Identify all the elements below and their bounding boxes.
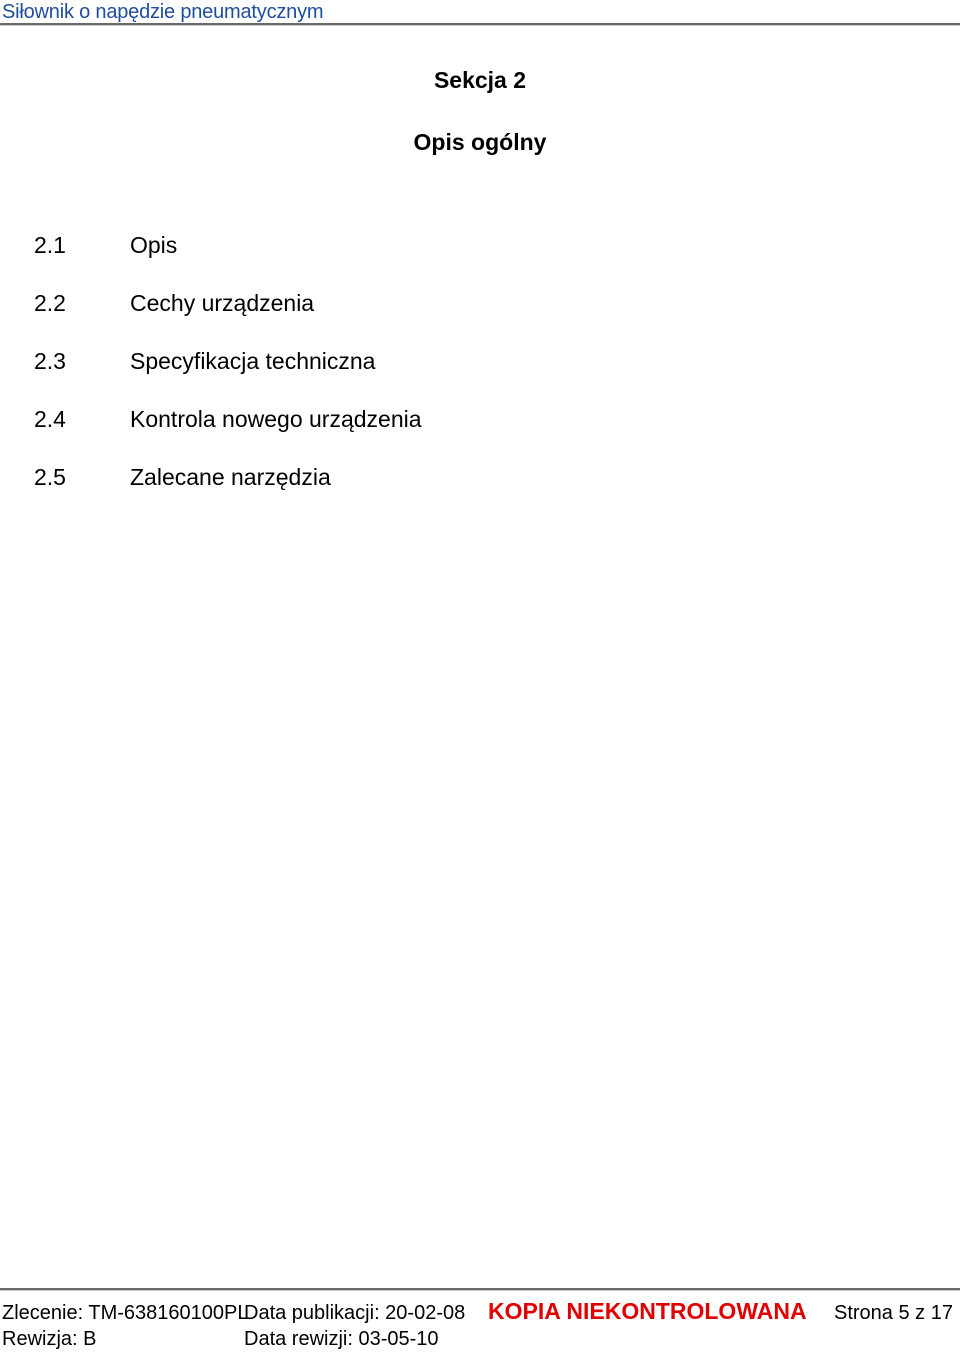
toc-item-label: Kontrola nowego urządzenia — [130, 406, 422, 432]
footer-order-number: Zlecenie: TM-638160100PL — [2, 1302, 249, 1324]
toc-item — [34, 462, 422, 520]
table-of-contents — [34, 230, 422, 520]
toc-item-number: 2.1 — [34, 232, 66, 258]
toc-item-label: Zalecane narzędzia — [130, 464, 331, 490]
footer-revision: Rewizja: B — [2, 1328, 97, 1350]
footer-rule-shadow — [0, 1290, 960, 1291]
toc-item — [34, 288, 422, 346]
toc-item-label: Specyfikacja techniczna — [130, 348, 376, 374]
footer-revision-date: Data rewizji: 03-05-10 — [244, 1328, 439, 1350]
footer-page-number: Strona 5 z 17 — [834, 1302, 953, 1324]
toc-item-number: 2.2 — [34, 290, 66, 316]
section-title-heading: Opis ogólny — [413, 129, 547, 155]
toc-item-number: 2.3 — [34, 348, 66, 374]
footer-publication-date: Data publikacji: 20-02-08 — [244, 1302, 466, 1324]
uncontrolled-copy-notice: KOPIA NIEKONTROLOWANA — [488, 1298, 807, 1324]
toc-item-label: Opis — [130, 232, 178, 258]
toc-item-number: 2.5 — [34, 464, 66, 490]
running-header-title: Siłownik o napędzie pneumatycznym — [2, 1, 324, 23]
toc-item — [34, 230, 422, 288]
header-rule-shadow — [0, 25, 960, 26]
toc-item — [34, 404, 422, 462]
section-number-heading: Sekcja 2 — [433, 67, 527, 93]
toc-item — [34, 346, 422, 404]
toc-item-number: 2.4 — [34, 406, 66, 432]
toc-item-label: Cechy urządzenia — [130, 290, 315, 316]
